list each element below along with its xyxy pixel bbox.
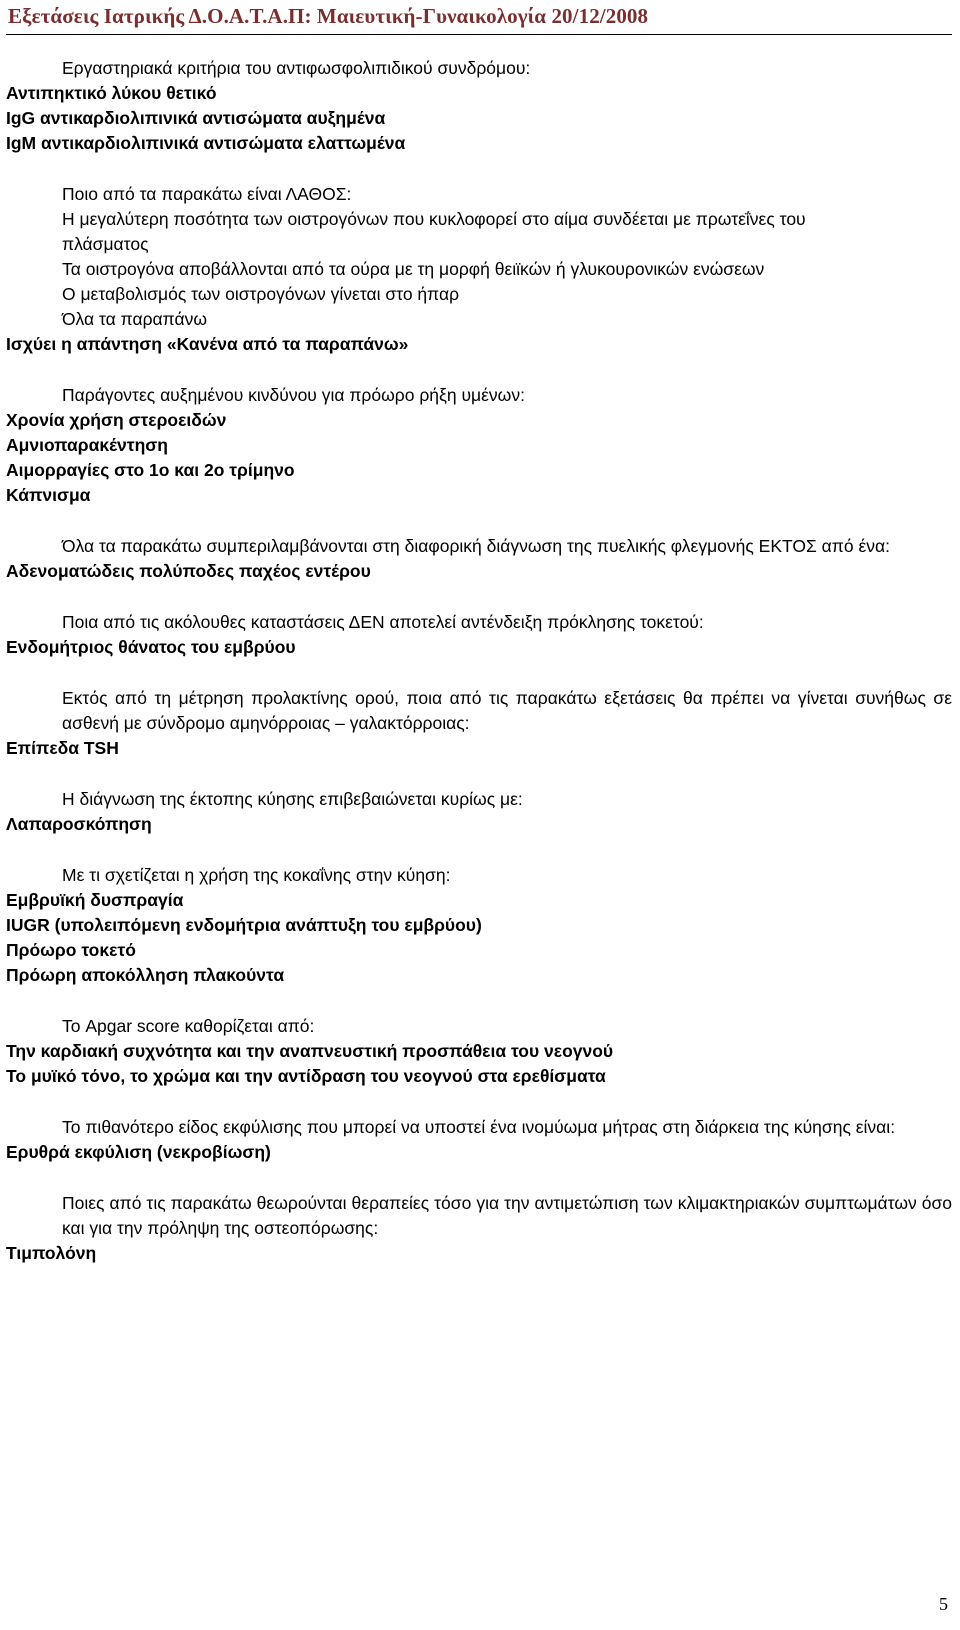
answer-text: Αιμορραγίες στο 1ο και 2ο τρίμηνο	[6, 460, 295, 480]
question-text	[0, 863, 960, 888]
answer-text: Το μυϊκό τόνο, το χρώμα και την αντίδραση του νεογνού στα ερεθίσματα	[6, 1066, 606, 1086]
answer-text: Επίπεδα TSH	[6, 738, 119, 758]
question-text	[0, 1115, 960, 1140]
answer-text: Ισχύει η απάντηση «Κανένα από τα παραπάνω»	[6, 334, 409, 354]
question-line: Ποιο από τα παρακάτω είναι ΛΑΘΟΣ:	[62, 184, 352, 204]
answer-text: IUGR (υπολειπόμενη ενδομήτρια ανάπτυξη του εμβρύου)	[6, 915, 482, 935]
question-block	[0, 863, 960, 988]
answer-text: Πρόωρο τοκετό	[6, 940, 136, 960]
question-line: Η μεγαλύτερη ποσότητα των οιστρογόνων που κυκλοφορεί στο αίμα συνδέεται με πρωτεΐνες του	[62, 209, 806, 229]
question-line: Όλα τα παραπάνω	[62, 309, 208, 329]
question-block	[0, 383, 960, 508]
answer-text: Χρονία χρήση στεροειδών	[6, 410, 227, 430]
answer-text: Ερυθρά εκφύλιση (νεκροβίωση)	[6, 1142, 271, 1162]
page-number: 5	[939, 1594, 948, 1614]
question-block	[0, 534, 960, 584]
question-text	[0, 610, 960, 635]
answer-text: IgG αντικαρδιολιπινικά αντισώματα αυξημένα	[6, 108, 386, 128]
question-text	[0, 534, 960, 559]
question-line: Με τι σχετίζεται η χρήση της κοκαΐνης στην κύηση:	[62, 865, 451, 885]
question-line: Το πιθανότερο είδος εκφύλισης που μπορεί να υποστεί ένα ινομύωμα μήτρας στη διάρκεια της κύησης είναι:	[62, 1117, 896, 1137]
question-block	[0, 686, 960, 761]
header-rule	[6, 34, 952, 35]
question-line: Η διάγνωση της έκτοπης κύησης επιβεβαιώνεται κυρίως με:	[62, 789, 523, 809]
document-body	[0, 46, 960, 1266]
question-line: Παράγοντες αυξημένου κινδύνου για πρόωρο ρήξη υμένων:	[62, 385, 525, 405]
question-text	[0, 787, 960, 812]
question-block	[0, 1191, 960, 1266]
answer-text: Κάπνισμα	[6, 485, 91, 505]
question-text	[0, 56, 960, 81]
answer-text: Εμβρυϊκή δυσπραγία	[6, 890, 184, 910]
question-line: Εκτός από τη μέτρηση προλακτίνης ορού, ποια από τις παρακάτω εξετάσεις θα πρέπει να γίνεται συνήθως σε ασθενή με σύνδρομο αμηνόρροιας – γαλακτόρροιας:	[62, 688, 952, 733]
question-text	[0, 1191, 960, 1241]
question-line: πλάσματος	[62, 234, 149, 254]
document-header: Εξετάσεις Ιατρικής Δ.Ο.Α.Τ.Α.Π: Μαιευτική-Γυναικολογία 20/12/2008	[8, 4, 649, 28]
question-text	[0, 686, 960, 736]
question-line: Ποιες από τις παρακάτω θεωρούνται θεραπείες τόσο για την αντιμετώπιση των κλιμακτηριακών συμπτωμάτων όσο και για την πρόληψη της οστεοπόρωσης:	[62, 1193, 952, 1238]
question-block	[0, 787, 960, 837]
question-text	[0, 1014, 960, 1039]
question-line: Το Apgar score καθορίζεται από:	[62, 1016, 315, 1036]
answer-text: Αμνιοπαρακέντηση	[6, 435, 168, 455]
answer-text: IgM αντικαρδιολιπινικά αντισώματα ελαττωμένα	[6, 133, 406, 153]
question-block	[0, 182, 960, 357]
answer-text: Ενδομήτριος θάνατος του εμβρύου	[6, 637, 296, 657]
answer-text: Τιμπολόνη	[6, 1243, 97, 1263]
question-line: Ο μεταβολισμός των οιστρογόνων γίνεται στο ήπαρ	[62, 284, 460, 304]
answer-text: Την καρδιακή συχνότητα και την αναπνευστική προσπάθεια του νεογνού	[6, 1041, 614, 1061]
question-text	[0, 182, 960, 332]
answer-text: Λαπαροσκόπηση	[6, 814, 152, 834]
answer-text: Πρόωρη αποκόλληση πλακούντα	[6, 965, 285, 985]
answer-text: Αδενοματώδεις πολύποδες παχέος εντέρου	[6, 561, 371, 581]
question-line: Ποια από τις ακόλουθες καταστάσεις ΔΕΝ αποτελεί αντένδειξη πρόκλησης τοκετού:	[62, 612, 704, 632]
question-text	[0, 383, 960, 408]
answer-text: Αντιπηκτικό λύκου θετικό	[6, 83, 217, 103]
question-block	[0, 1115, 960, 1165]
question-block	[0, 1014, 960, 1089]
question-line: Όλα τα παρακάτω συμπεριλαμβάνονται στη διαφορική διάγνωση της πυελικής φλεγμονής ΕΚΤΟΣ από ένα:	[62, 536, 890, 556]
question-block	[0, 610, 960, 660]
question-line: Εργαστηριακά κριτήρια του αντιφωσφολιπιδικού συνδρόμου:	[62, 58, 531, 78]
question-line: Τα οιστρογόνα αποβάλλονται από τα ούρα με τη μορφή θειϊκών ή γλυκουρονικών ενώσεων	[62, 259, 765, 279]
question-block	[0, 56, 960, 156]
